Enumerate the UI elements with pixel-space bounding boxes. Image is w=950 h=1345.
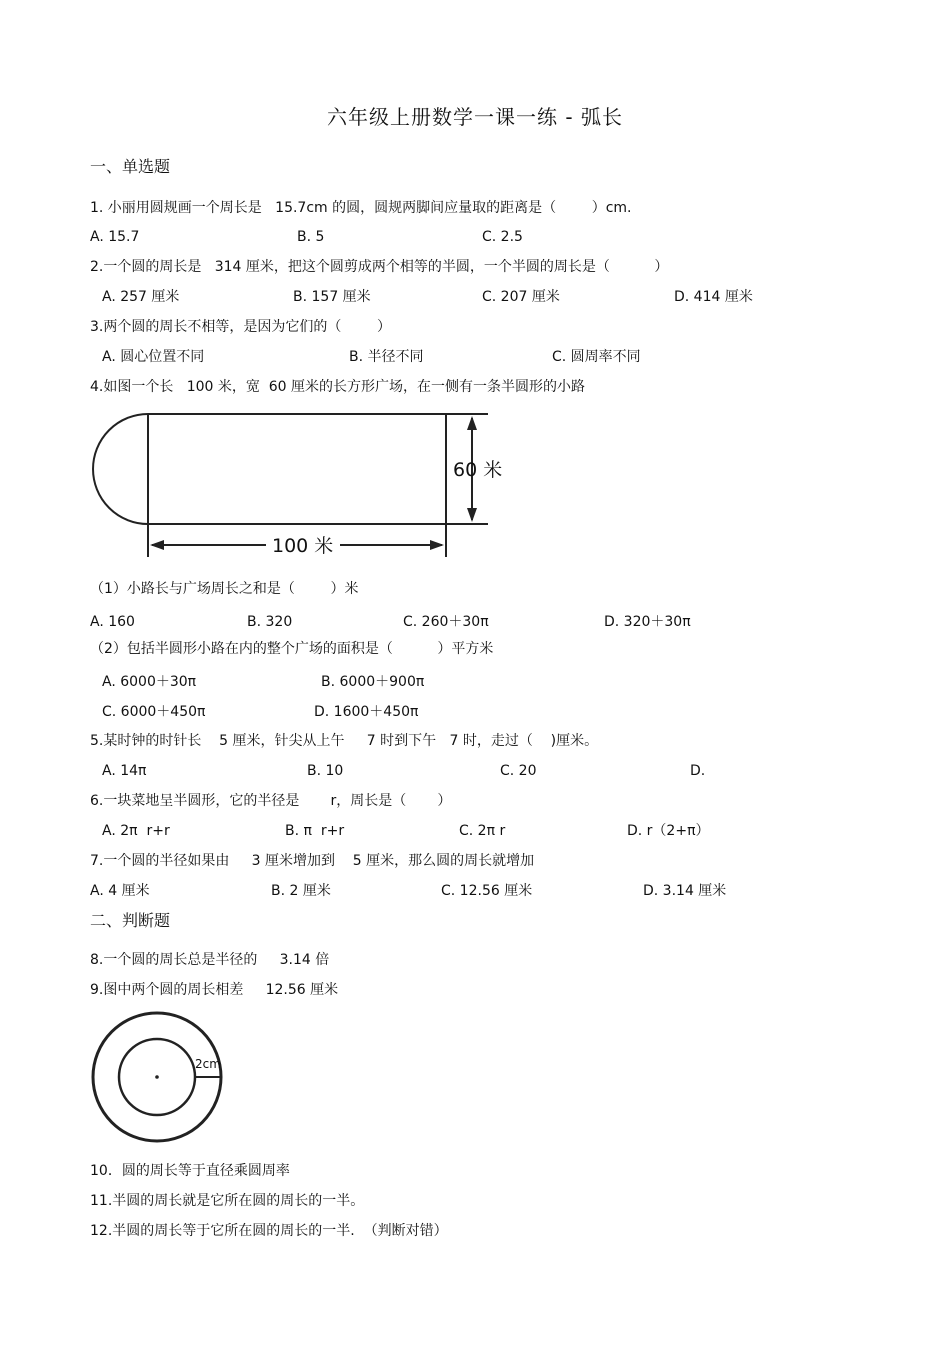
width-arrow-down — [467, 508, 477, 522]
center-dot — [155, 1075, 159, 1079]
question-9-stem: 9.图中两个圆的周长相差 12.56 厘米 — [90, 982, 339, 998]
question-7-option-a: A. 4 厘米 — [90, 883, 150, 899]
semicircle-path — [93, 414, 148, 524]
question-6-option-b: B. π r+r — [285, 823, 345, 839]
question-7-option-c: C. 12.56 厘米 — [441, 883, 533, 899]
concentric-circles-figure — [88, 1010, 228, 1150]
question-4-sub1-option-c: C. 260＋30π — [403, 614, 489, 630]
question-1-option-a: A. 15.7 — [90, 229, 140, 245]
question-5-option-c: C. 20 — [500, 763, 537, 779]
question-4-sub2-option-d: D. 1600＋450π — [314, 704, 419, 720]
question-6-stem: 6.一块菜地呈半圆形，它的半径是 r，周长是（ ） — [90, 793, 452, 809]
question-5-option-d: D. — [690, 763, 706, 779]
question-5-option-a: A. 14π — [102, 763, 147, 779]
gap-label: 2cm — [195, 1057, 221, 1071]
question-8-stem: 8.一个圆的周长总是半径的 3.14 倍 — [90, 952, 330, 968]
length-label: 100 米 — [272, 535, 334, 557]
question-4-sub1-option-d: D. 320＋30π — [604, 614, 691, 630]
question-3-option-c: C. 圆周率不同 — [552, 349, 641, 365]
width-arrow-up — [467, 416, 477, 430]
question-1-stem: 1. 小丽用圆规画一个周长是 15.7cm 的圆，圆规两脚间应量取的距离是（ ）cm. — [90, 200, 632, 216]
section-heading-true-false: 二、判断题 — [90, 911, 171, 930]
question-3-stem: 3.两个圆的周长不相等，是因为它们的（ ） — [90, 319, 391, 335]
question-5-option-b: B. 10 — [307, 763, 344, 779]
question-2-option-b: B. 157 厘米 — [293, 289, 371, 305]
question-6-option-c: C. 2π r — [459, 823, 506, 839]
question-12-stem: 12.半圆的周长等于它所在圆的周长的一半. （判断对错） — [90, 1223, 448, 1239]
question-4-sub2: （2）包括半圆形小路在内的整个广场的面积是（ ）平方米 — [90, 641, 494, 657]
question-4-stem: 4.如图一个长 100 米，宽 60 厘米的长方形广场，在一侧有一条半圆形的小路 — [90, 379, 586, 395]
question-2-option-d: D. 414 厘米 — [674, 289, 753, 305]
question-2-option-c: C. 207 厘米 — [482, 289, 560, 305]
rectangle-plaza-figure — [90, 405, 520, 565]
question-3-option-a: A. 圆心位置不同 — [102, 349, 205, 365]
question-7-stem: 7.一个圆的半径如果由 3 厘米增加到 5 厘米，那么圆的周长就增加 — [90, 853, 535, 869]
width-label: 60 米 — [453, 459, 503, 481]
question-6-option-d: D. r（2+π） — [627, 823, 710, 839]
question-10-stem: 10．圆的周长等于直径乘圆周率 — [90, 1163, 290, 1179]
question-1-option-b: B. 5 — [297, 229, 325, 245]
question-4-sub1-option-a: A. 160 — [90, 614, 135, 630]
question-11-stem: 11.半圆的周长就是它所在圆的周长的一半。 — [90, 1193, 365, 1209]
question-7-option-b: B. 2 厘米 — [271, 883, 331, 899]
question-4-sub1-option-b: B. 320 — [247, 614, 293, 630]
question-2-option-a: A. 257 厘米 — [102, 289, 180, 305]
question-1-option-c: C. 2.5 — [482, 229, 523, 245]
question-4-sub1: （1）小路长与广场周长之和是（ ）米 — [90, 581, 359, 597]
length-arrow-right — [430, 540, 444, 550]
length-arrow-left — [150, 540, 164, 550]
question-2-stem: 2.一个圆的周长是 314 厘米，把这个圆剪成两个相等的半圆，一个半圆的周长是（ ） — [90, 259, 669, 275]
question-6-option-a: A. 2π r+r — [102, 823, 170, 839]
section-heading-single-choice: 一、单选题 — [90, 157, 171, 176]
question-5-stem: 5.某时钟的时针长 5 厘米，针尖从上午 7 时到下午 7 时，走过（ )厘米。 — [90, 733, 599, 749]
question-4-sub2-option-a: A. 6000＋30π — [102, 674, 197, 690]
question-7-option-d: D. 3.14 厘米 — [643, 883, 727, 899]
page-title: 六年级上册数学一课一练 - 弧长 — [327, 105, 623, 129]
question-3-option-b: B. 半径不同 — [349, 349, 424, 365]
question-4-sub2-option-b: B. 6000＋900π — [321, 674, 425, 690]
question-4-sub2-option-c: C. 6000＋450π — [102, 704, 206, 720]
